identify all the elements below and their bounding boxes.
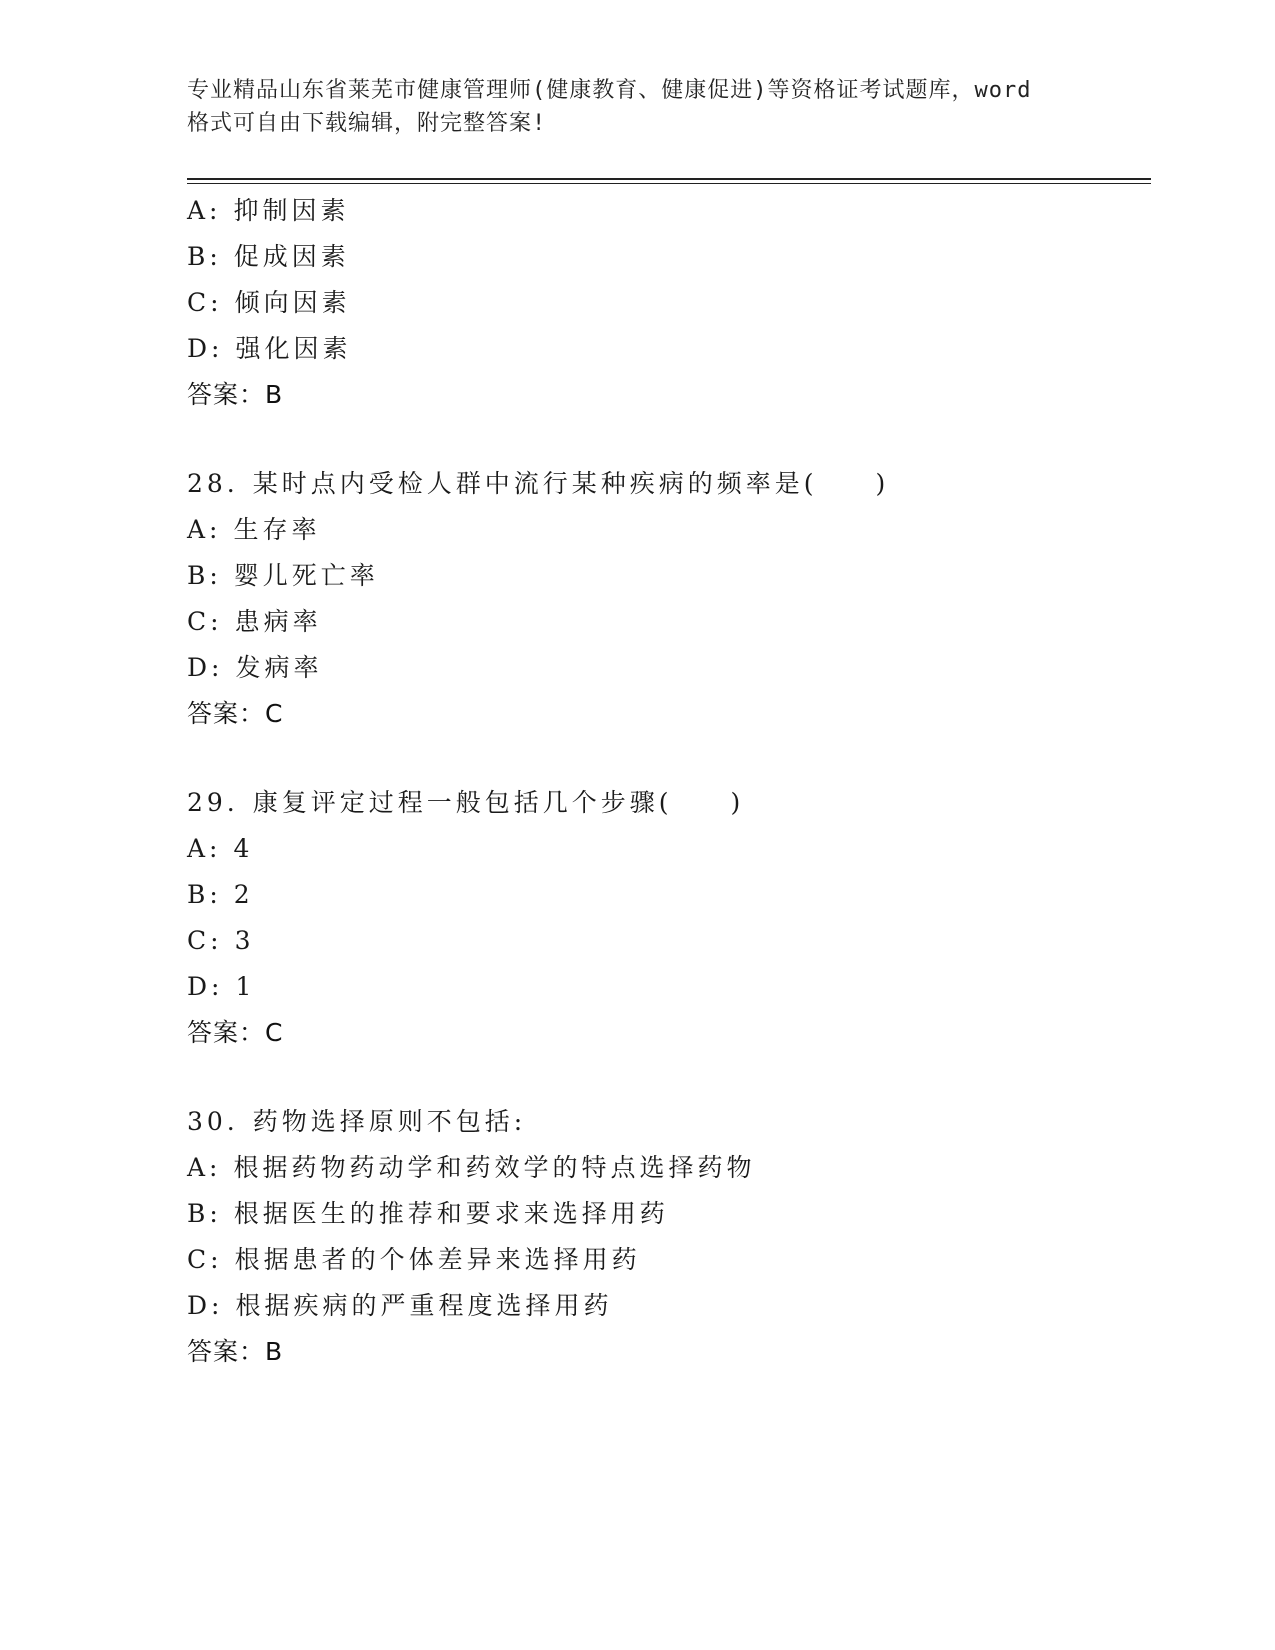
option-text: 患病率 [234, 607, 322, 636]
option-text: 2 [233, 880, 254, 909]
option-b [187, 234, 1151, 280]
option-letter: A: [187, 196, 222, 225]
option-text: 根据患者的个体差异来选择用药 [234, 1245, 641, 1274]
option-b [187, 1191, 1151, 1237]
question-block-30 [187, 1099, 1151, 1375]
option-letter: B: [187, 880, 222, 909]
question-block-29 [187, 780, 1151, 1056]
option-text: 抑制因素 [233, 196, 350, 225]
option-text: 倾向因素 [234, 288, 351, 317]
option-letter: C: [187, 1245, 223, 1274]
option-a [187, 188, 1151, 234]
header-line-2: 格式可自由下载编辑，附完整答案! [187, 111, 547, 136]
question-block-28 [187, 461, 1151, 737]
option-letter: B: [187, 1199, 222, 1228]
option-d [187, 1283, 1151, 1329]
option-text: 促成因素 [233, 242, 350, 271]
option-d [187, 645, 1151, 691]
option-c [187, 599, 1151, 645]
option-letter: D: [187, 1291, 224, 1320]
spacer [187, 737, 1151, 780]
answer-line: 答案：C [187, 699, 284, 728]
option-letter: D: [187, 972, 224, 1001]
spacer [187, 418, 1151, 461]
option-letter: A: [187, 1153, 222, 1182]
option-c [187, 918, 1151, 964]
question-number: 29. [187, 788, 239, 817]
option-text: 根据药物药动学和药效学的特点选择药物 [233, 1153, 756, 1182]
question-stem [187, 1099, 1151, 1145]
question-block-prev [187, 188, 1151, 418]
option-letter: C: [187, 607, 223, 636]
spacer [187, 1056, 1151, 1099]
header-line-1: 专业精品山东省莱芜市健康管理师(健康教育、健康促进)等资格证考试题库，word [187, 78, 1032, 103]
question-text: 康复评定过程一般包括几个步骤( ) [252, 788, 745, 817]
option-letter: D: [187, 334, 224, 363]
option-d [187, 964, 1151, 1010]
option-text: 1 [235, 972, 256, 1001]
page-header [187, 74, 1087, 140]
option-letter: D: [187, 653, 224, 682]
option-letter: A: [187, 834, 222, 863]
question-text: 药物选择原则不包括: [252, 1107, 527, 1136]
question-text: 某时点内受检人群中流行某种疾病的频率是( ) [252, 469, 890, 498]
answer-line: 答案：C [187, 1018, 284, 1047]
option-letter: A: [187, 515, 222, 544]
option-letter: C: [187, 926, 223, 955]
option-a [187, 826, 1151, 872]
option-letter: C: [187, 288, 223, 317]
option-c [187, 1237, 1151, 1283]
answer-line: 答案：B [187, 1337, 284, 1366]
option-text: 发病率 [235, 653, 323, 682]
option-text: 根据疾病的严重程度选择用药 [235, 1291, 613, 1320]
header-divider-thick [187, 178, 1151, 180]
question-number: 28. [187, 469, 239, 498]
question-stem [187, 461, 1151, 507]
option-text: 强化因素 [235, 334, 352, 363]
option-text: 生存率 [233, 515, 321, 544]
option-b [187, 872, 1151, 918]
option-letter: B: [187, 242, 222, 271]
option-text: 3 [234, 926, 255, 955]
question-number: 30. [187, 1107, 239, 1136]
option-d [187, 326, 1151, 372]
option-text: 根据医生的推荐和要求来选择用药 [233, 1199, 669, 1228]
option-c [187, 280, 1151, 326]
header-divider-thin [187, 183, 1151, 184]
answer-line: 答案：B [187, 380, 284, 409]
option-a [187, 507, 1151, 553]
option-text: 4 [233, 834, 254, 863]
option-letter: B: [187, 561, 222, 590]
option-text: 婴儿死亡率 [233, 561, 379, 590]
question-list [187, 188, 1151, 1375]
question-stem [187, 780, 1151, 826]
option-b [187, 553, 1151, 599]
option-a [187, 1145, 1151, 1191]
